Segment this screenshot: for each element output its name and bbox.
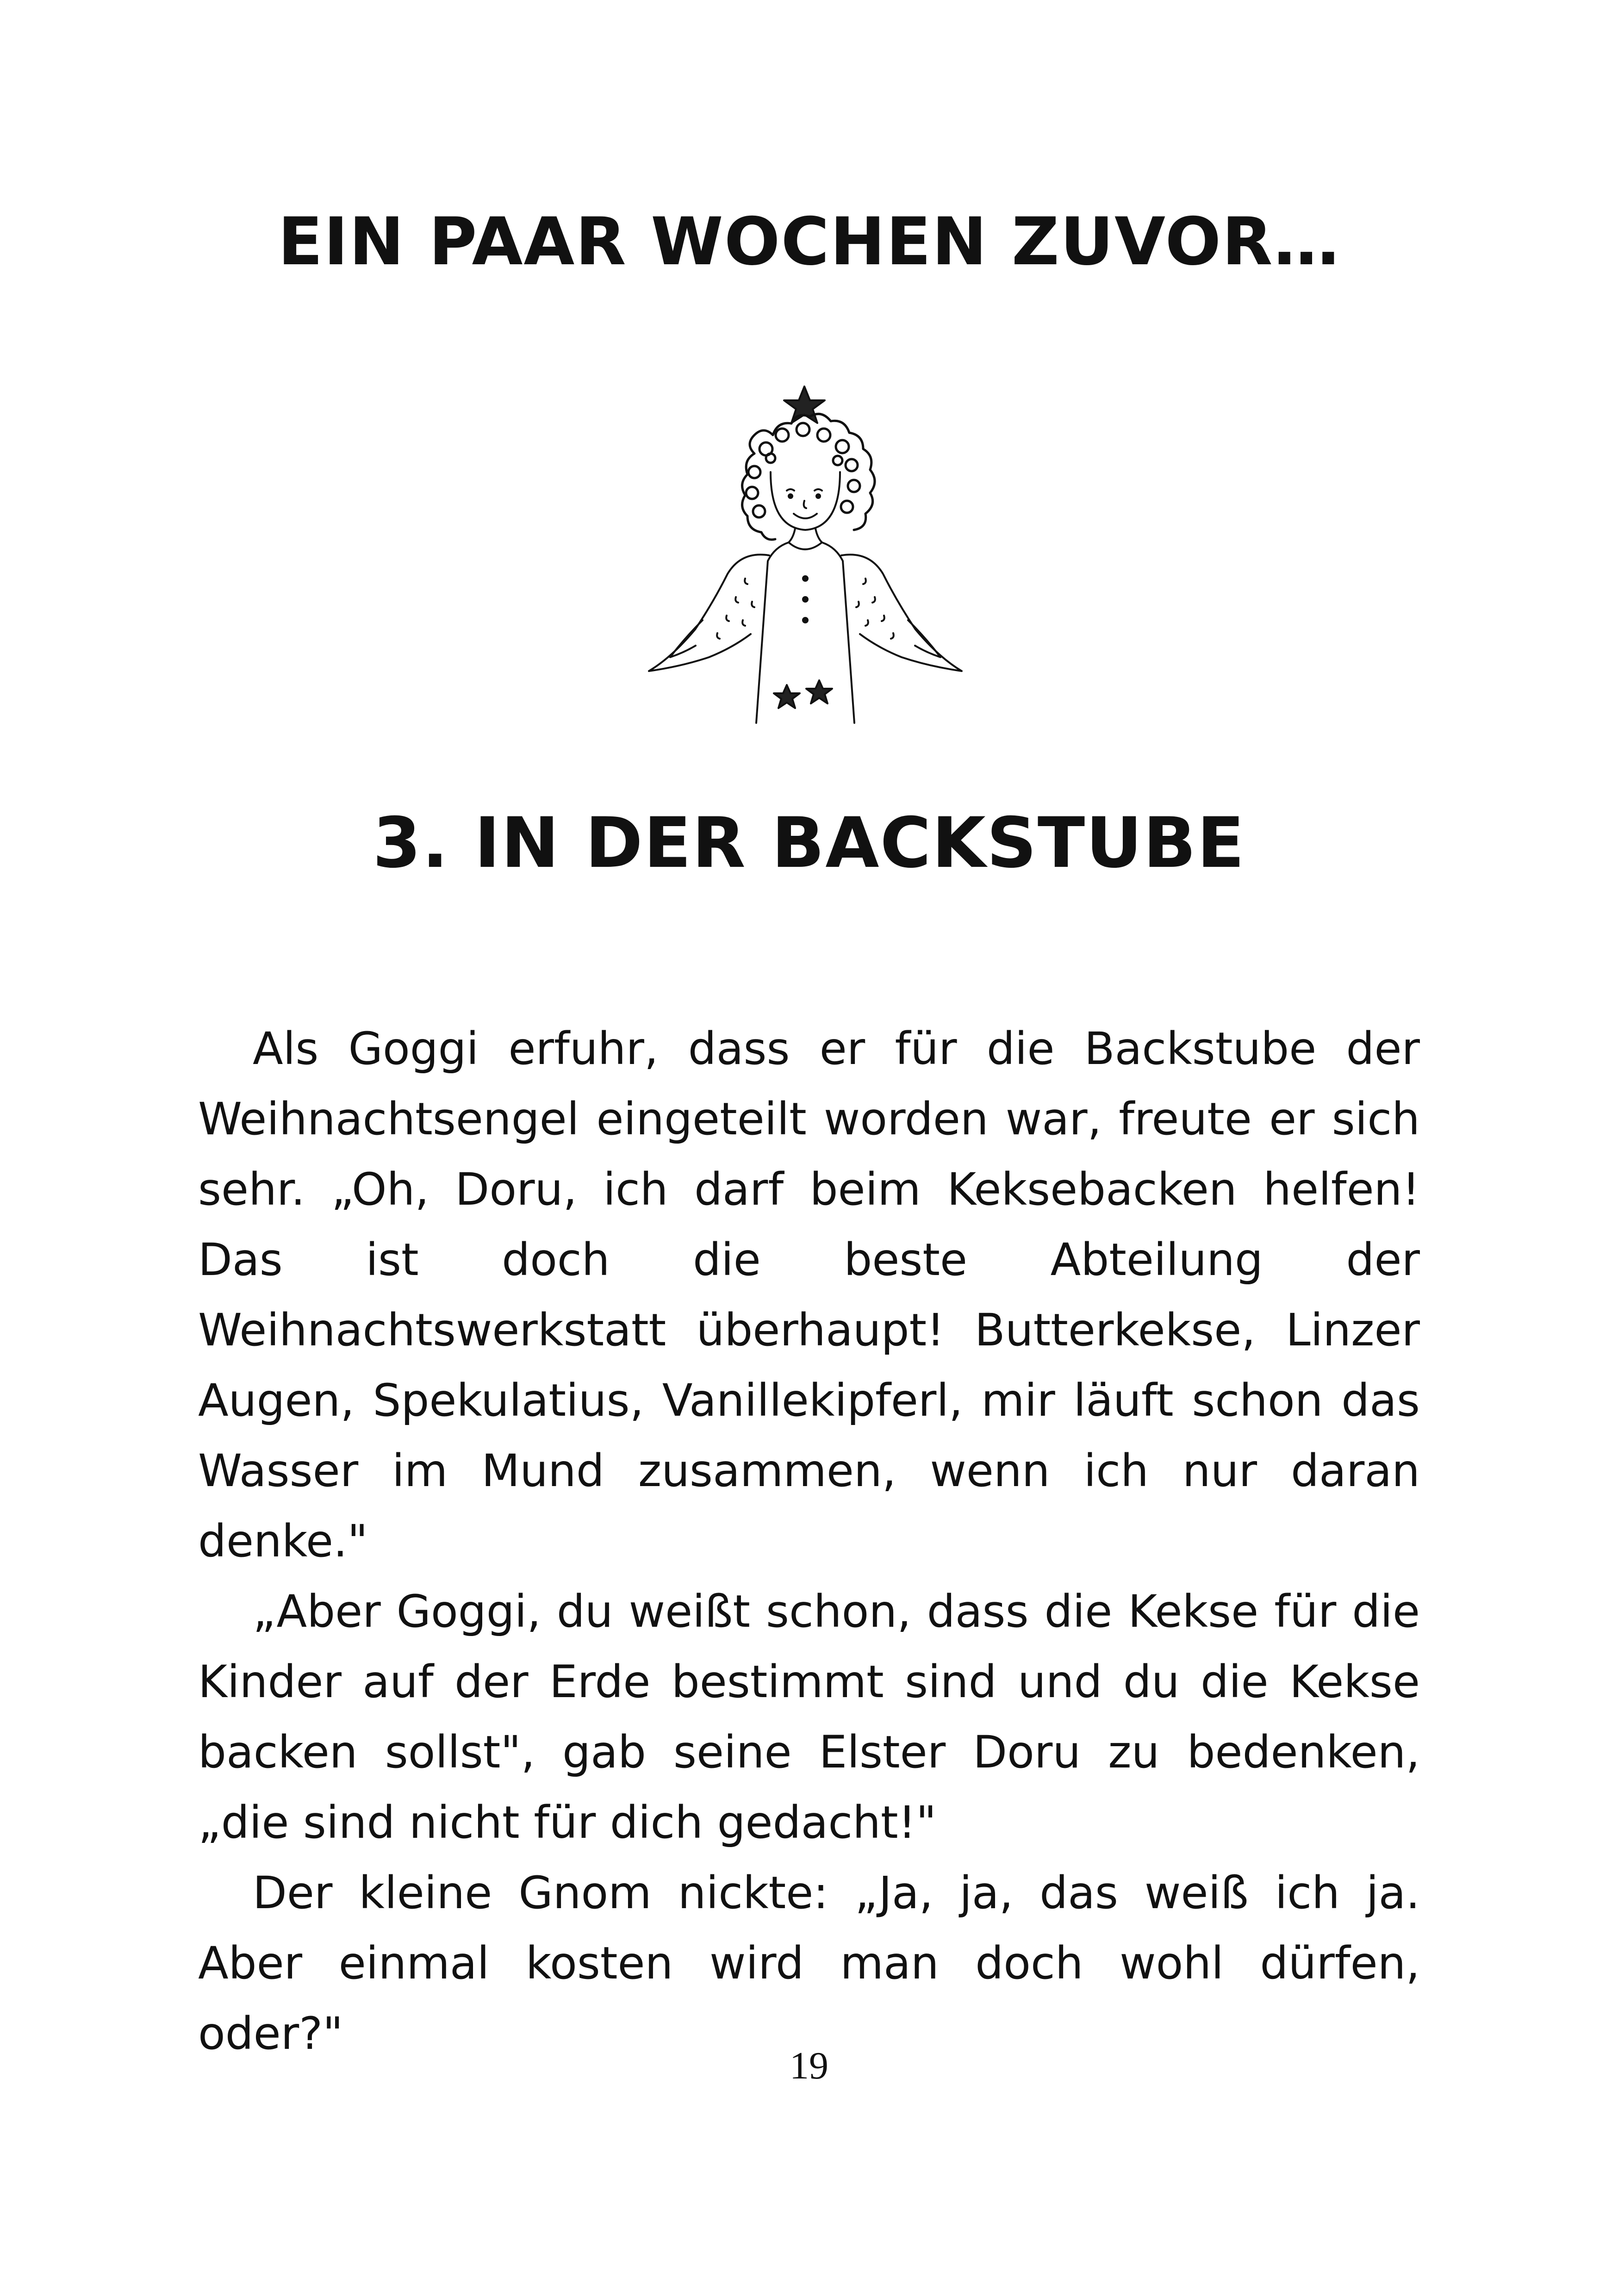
paragraph: Der kleine Gnom nickte: „Ja, ja, das weiß ich ja. Aber einmal kosten wird man doch wohl dürfen, oder?" [198,1867,1420,2060]
paragraph: „Aber Goggi, du weißt schon, dass die Kekse für die Kinder auf der Erde bestimmt sind und du die Kekse backen sollst", gab seine Elster Doru zu bedenken, „die sind nicht für dich gedacht!" [198,1586,1420,1848]
chapter-title: 3. IN DER BACKSTUBE [373,803,1245,884]
body-text [198,1014,1420,2069]
page-number: 19 [790,2044,828,2087]
angel-illustration [648,380,963,731]
paragraph: Als Goggi erfuhr, dass er für die Backstube der Weihnachtsengel eingeteilt worden war, freute er sich sehr. „Oh, Doru, ich darf beim Keksebacken helfen! Das ist doch die beste Abteilung der Weihnachtswerkstatt überhaupt! Butterkekse, Linzer Augen, Spekulatius, Vanillekipferl, mir läuft schon das Wasser im Mund zusammen, wenn ich nur daran denke." [198,1023,1420,1567]
section-heading: EIN PAAR WOCHEN ZUVOR… [278,204,1340,280]
